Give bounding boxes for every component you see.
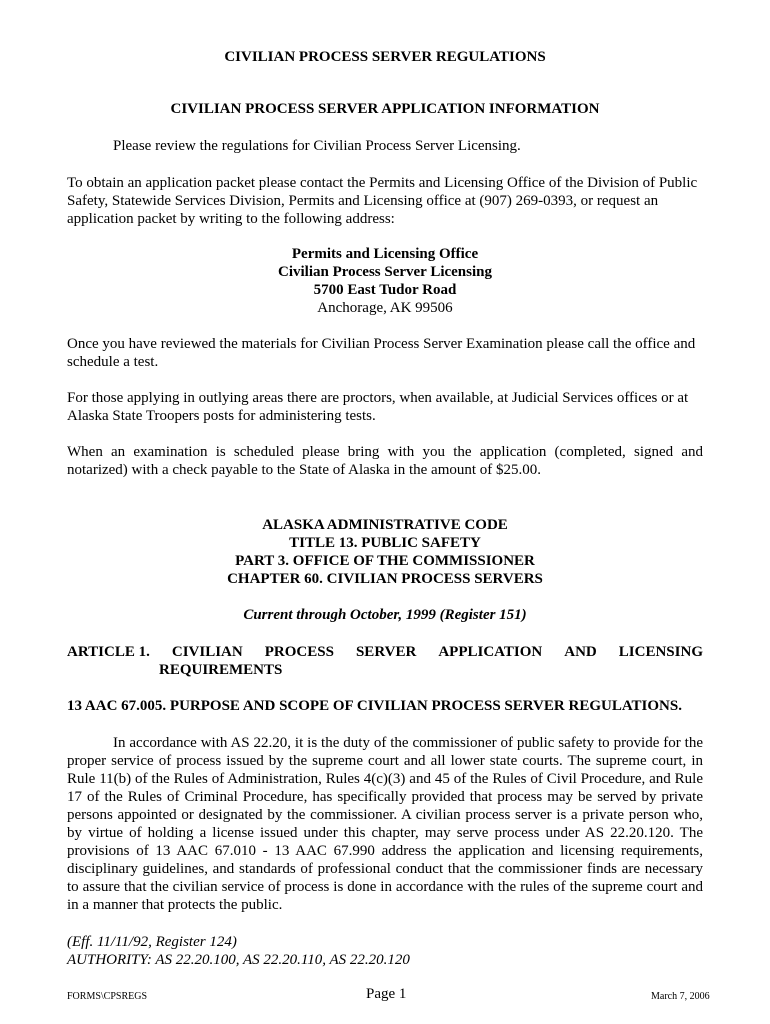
article-label: ARTICLE 1. — [67, 644, 150, 660]
exam-paragraph: When an examination is scheduled please bring with you the application (completed, signed and notarized) with a check payable to the State of Alaska in the amount of $25.00. — [67, 444, 703, 478]
article-word: LICENSING — [618, 644, 703, 660]
history-authority: AUTHORITY: AS 22.20.100, AS 22.20.110, AS 22.20.120 — [67, 952, 410, 968]
article-word: AND — [564, 644, 597, 660]
code-heading-line-2: TITLE 13. PUBLIC SAFETY — [289, 535, 481, 551]
code-heading-line-1: ALASKA ADMINISTRATIVE CODE — [262, 517, 508, 533]
packet-paragraph: To obtain an application packet please contact the Permits and Licensing Office of the Division of Public Safety, Statewide Services Division, Permits and Licensing office at (907) 269-0393, or request an application packet by writing to the following address: — [67, 175, 698, 227]
review-paragraph: Once you have reviewed the materials for Civilian Process Server Examination please call the office and schedule a test. — [67, 336, 696, 370]
intro-line: Please review the regulations for Civilian Process Server Licensing. — [113, 138, 521, 154]
document-title: CIVILIAN PROCESS SERVER REGULATIONS — [224, 49, 546, 65]
footer-date: March 7, 2006 — [651, 991, 710, 1002]
history-effective: (Eff. 11/11/92, Register 124) — [67, 934, 237, 950]
article-word: PROCESS — [264, 644, 334, 660]
address-line-2: Civilian Process Server Licensing — [277, 264, 492, 280]
application-info-heading: CIVILIAN PROCESS SERVER APPLICATION INFORMATION — [170, 101, 600, 117]
article-word: CIVILIAN — [171, 644, 243, 660]
article-heading-line-2: REQUIREMENTS — [159, 662, 283, 678]
address-line-1: Permits and Licensing Office — [291, 246, 479, 262]
footer-form-id: FORMS\CPSREGS — [67, 991, 148, 1002]
footer-page-number: Page 1 — [366, 986, 407, 1002]
current-through-note: Current through October, 1999 (Register 151) — [243, 607, 527, 623]
address-line-3: 5700 East Tudor Road — [313, 282, 457, 298]
article-heading — [67, 643, 703, 661]
code-heading-line-4: CHAPTER 60. CIVILIAN PROCESS SERVERS — [227, 571, 543, 587]
address-line-4: Anchorage, AK 99506 — [317, 300, 453, 316]
article-word: SERVER — [355, 644, 417, 660]
section-heading: 13 AAC 67.005. PURPOSE AND SCOPE OF CIVILIAN PROCESS SERVER REGULATIONS. — [67, 698, 682, 714]
section-body: In accordance with AS 22.20, it is the duty of the commissioner of public safety to provide for the proper service of process issued by the supreme court and all lower state courts. The supreme court, in Rule 11(b) of the Rules of Administration, Rules 4(c)(3) and 45 of the Rules of Civil Procedure, and Rule 17 of the Rules of Criminal Procedure, has specifically provided that process may be served by private persons appointed or designated by the commissioner. A civilian process server is a private person who, by virtue of holding a license issued under this chapter, may serve process under AS 22.20.120. The provisions of 13 AAC 67.010 - 13 AAC 67.990 address the application and licensing requirements, disciplinary guidelines, and standards of professional conduct that the commissioner finds are necessary to assure that the civilian service of process is done in accordance with the rules of the supreme court and in a manner that protects the public. — [67, 735, 703, 913]
code-heading-line-3: PART 3. OFFICE OF THE COMMISSIONER — [235, 553, 535, 569]
article-word: APPLICATION — [438, 644, 543, 660]
outlying-paragraph: For those applying in outlying areas there are proctors, when available, at Judicial Services offices or at Alaska State Troopers posts for administering tests. — [67, 390, 689, 424]
